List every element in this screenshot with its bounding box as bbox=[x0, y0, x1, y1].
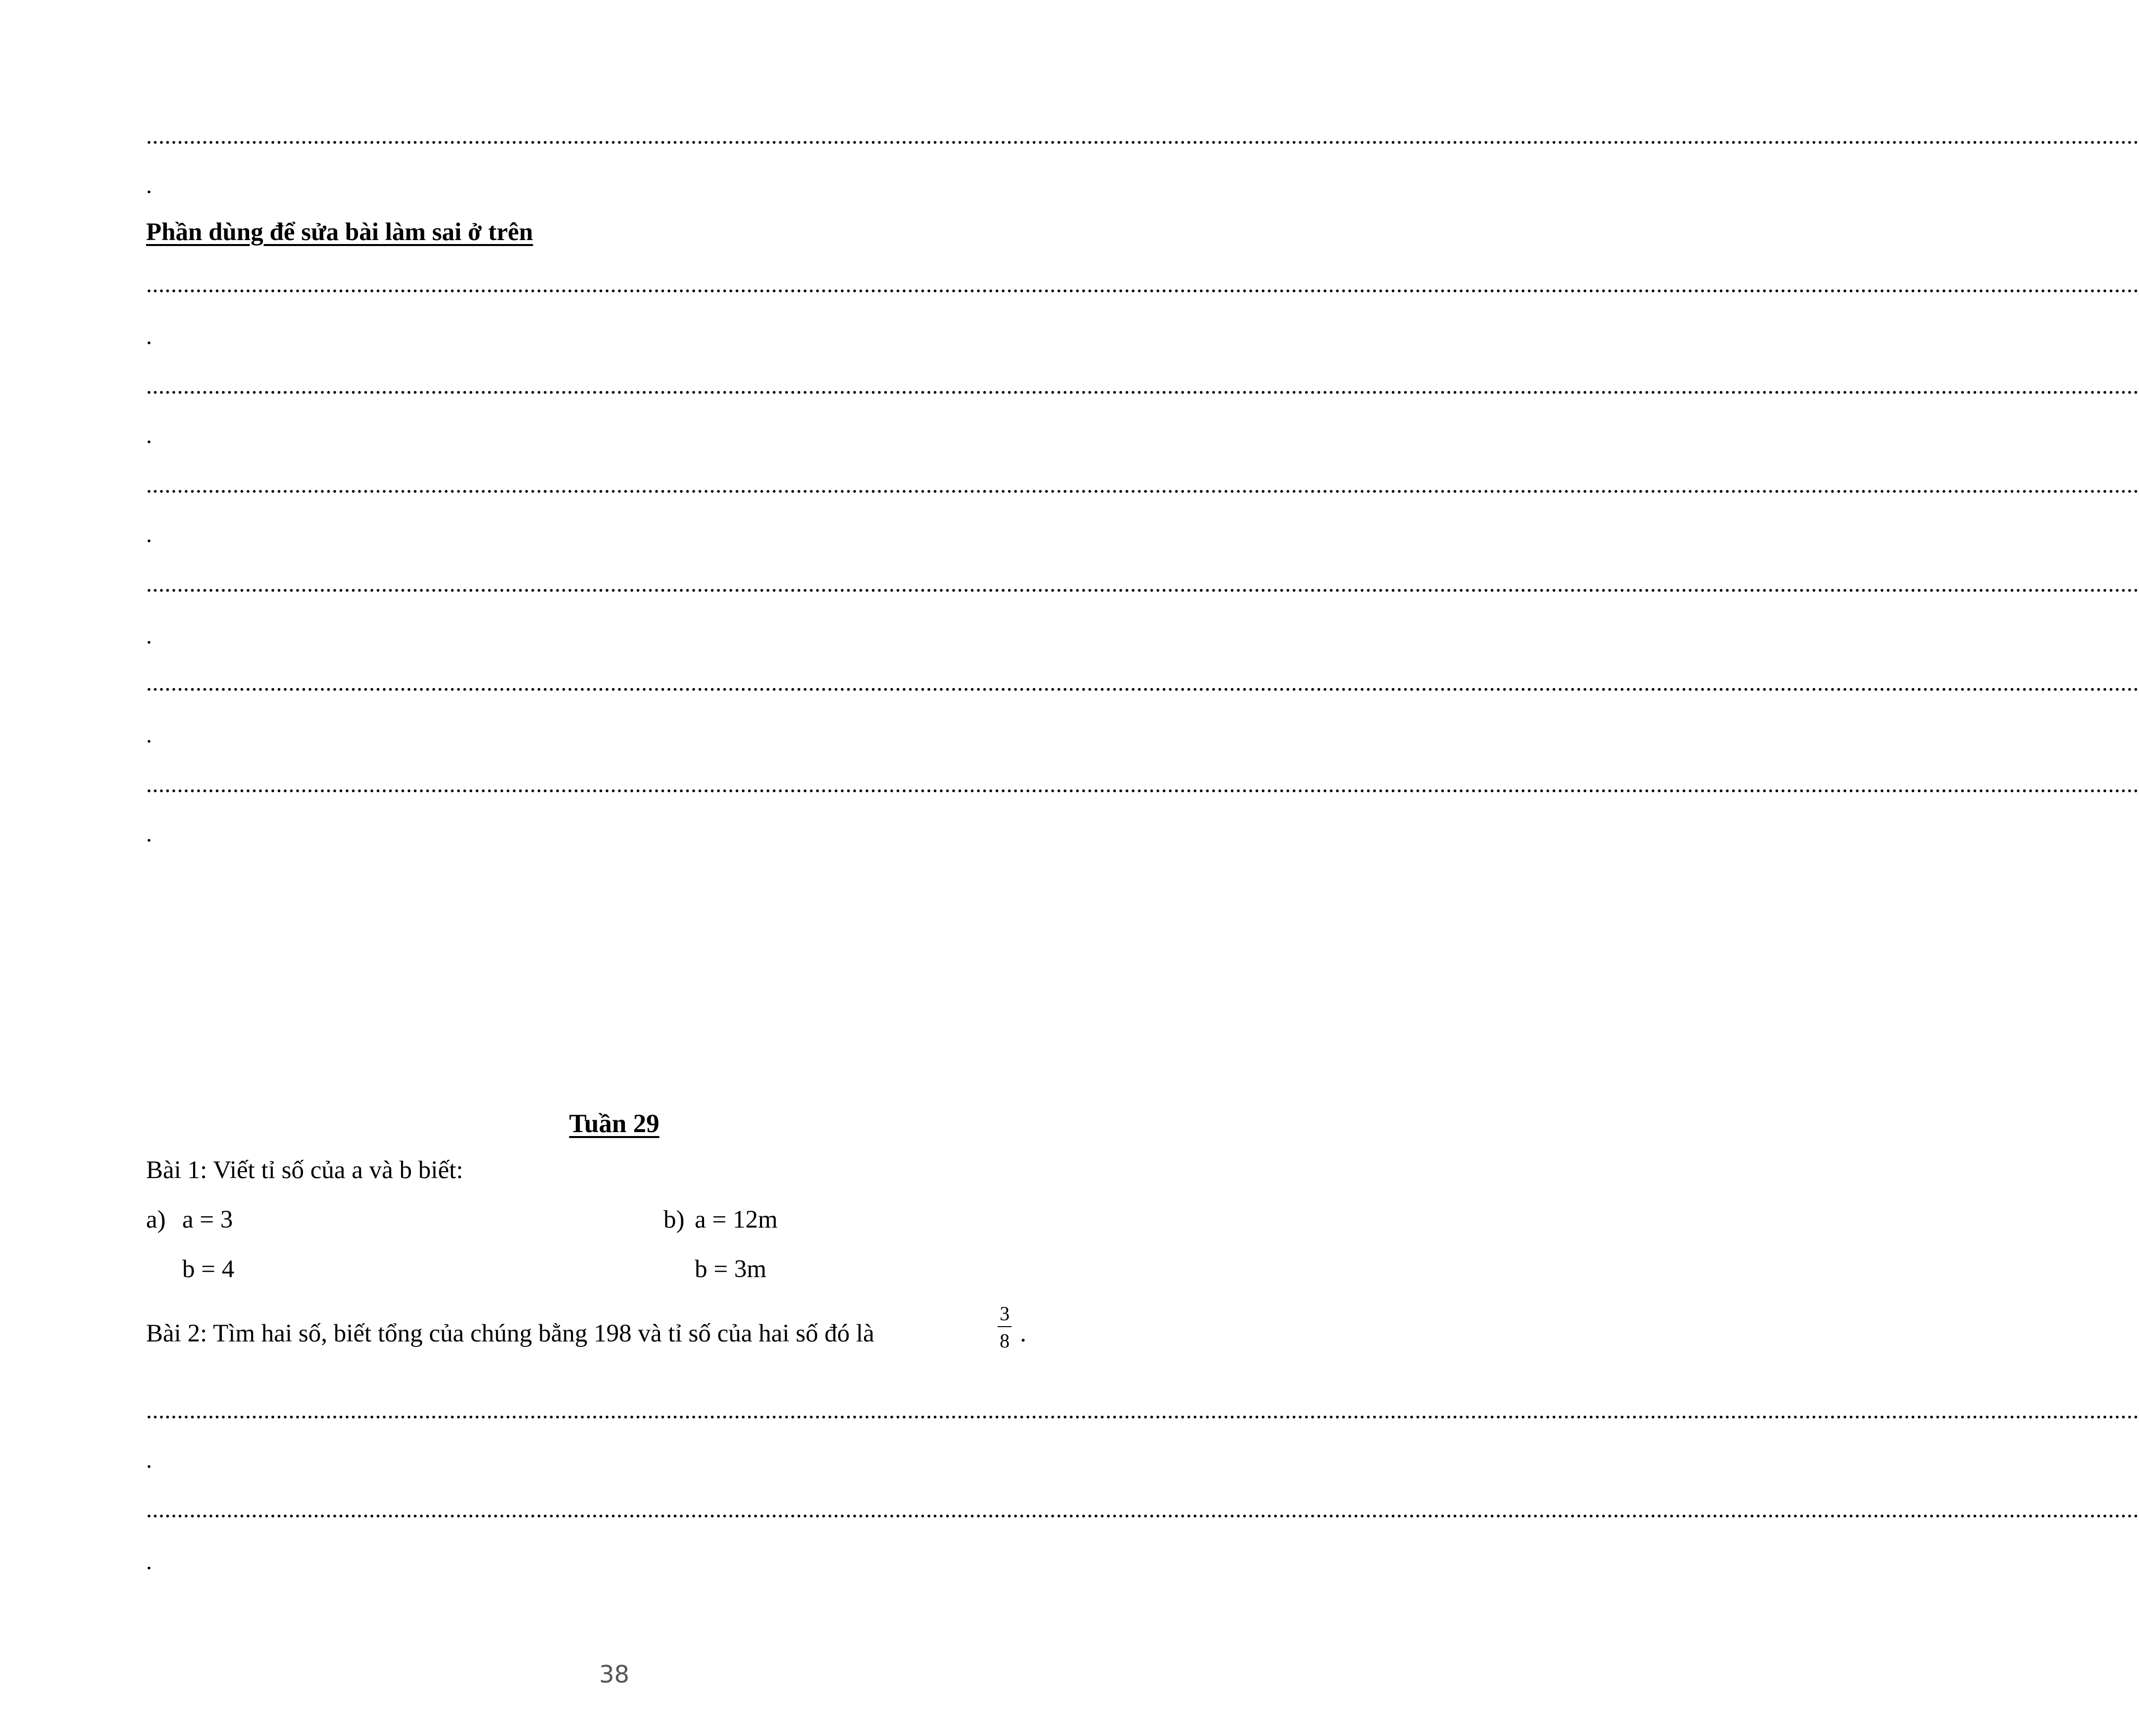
answer-line-tail: . bbox=[146, 1548, 152, 1575]
correction-line-tail: . bbox=[146, 623, 152, 649]
exercise1-a-label: a) bbox=[146, 1206, 166, 1234]
exercise1-b-line1: a = 12m bbox=[695, 1206, 778, 1234]
exercise1-b-line2: b = 3m bbox=[695, 1255, 766, 1283]
correction-line: .................................................................................................................................................................................................................................................................................................................................. bbox=[146, 670, 2139, 696]
week-title bbox=[0, 1109, 1228, 1139]
fraction bbox=[995, 1302, 1015, 1352]
answer-line: .................................................................................................................................................................................................................................................................................................................................. bbox=[146, 123, 2139, 149]
correction-line-tail: . bbox=[146, 821, 152, 847]
correction-line: .................................................................................................................................................................................................................................................................................................................................. bbox=[146, 271, 2139, 298]
answer-line-tail: . bbox=[146, 1447, 152, 1473]
exercise1-a-line1: a = 3 bbox=[182, 1206, 233, 1234]
exercise2-prompt: Bài 2: Tìm hai số, biết tổng của chúng bằng 198 và tỉ số của hai số đó là bbox=[146, 1320, 874, 1347]
week-title-text: Tuần 29 bbox=[569, 1109, 660, 1138]
correction-line-tail: . bbox=[146, 521, 152, 547]
fraction-bar bbox=[998, 1326, 1012, 1327]
exercise1-b-label: b) bbox=[663, 1206, 685, 1234]
correction-line-tail: . bbox=[146, 323, 152, 349]
fraction-denominator: 8 bbox=[1000, 1330, 1010, 1352]
exercise2-period: . bbox=[1020, 1320, 1026, 1347]
exercise1-a-line2: b = 4 bbox=[182, 1255, 235, 1283]
correction-line-tail: . bbox=[146, 422, 152, 448]
answer-line: .................................................................................................................................................................................................................................................................................................................................. bbox=[146, 1496, 2139, 1523]
exercise1-prompt: Bài 1: Viết tỉ số của a và b biết: bbox=[146, 1156, 463, 1184]
answer-line: .................................................................................................................................................................................................................................................................................................................................. bbox=[146, 1397, 2139, 1424]
fraction-numerator: 3 bbox=[1000, 1302, 1010, 1325]
correction-line: .................................................................................................................................................................................................................................................................................................................................. bbox=[146, 373, 2139, 399]
correction-line-tail: . bbox=[146, 722, 152, 748]
correction-line: .................................................................................................................................................................................................................................................................................................................................. bbox=[146, 571, 2139, 597]
correction-heading: Phần dùng để sửa bài làm sai ở trên bbox=[146, 218, 533, 246]
correction-line: .................................................................................................................................................................................................................................................................................................................................. bbox=[146, 472, 2139, 498]
page-number: 38 bbox=[599, 1661, 630, 1688]
answer-line-tail: . bbox=[146, 172, 152, 198]
correction-line: .................................................................................................................................................................................................................................................................................................................................. bbox=[146, 771, 2139, 797]
